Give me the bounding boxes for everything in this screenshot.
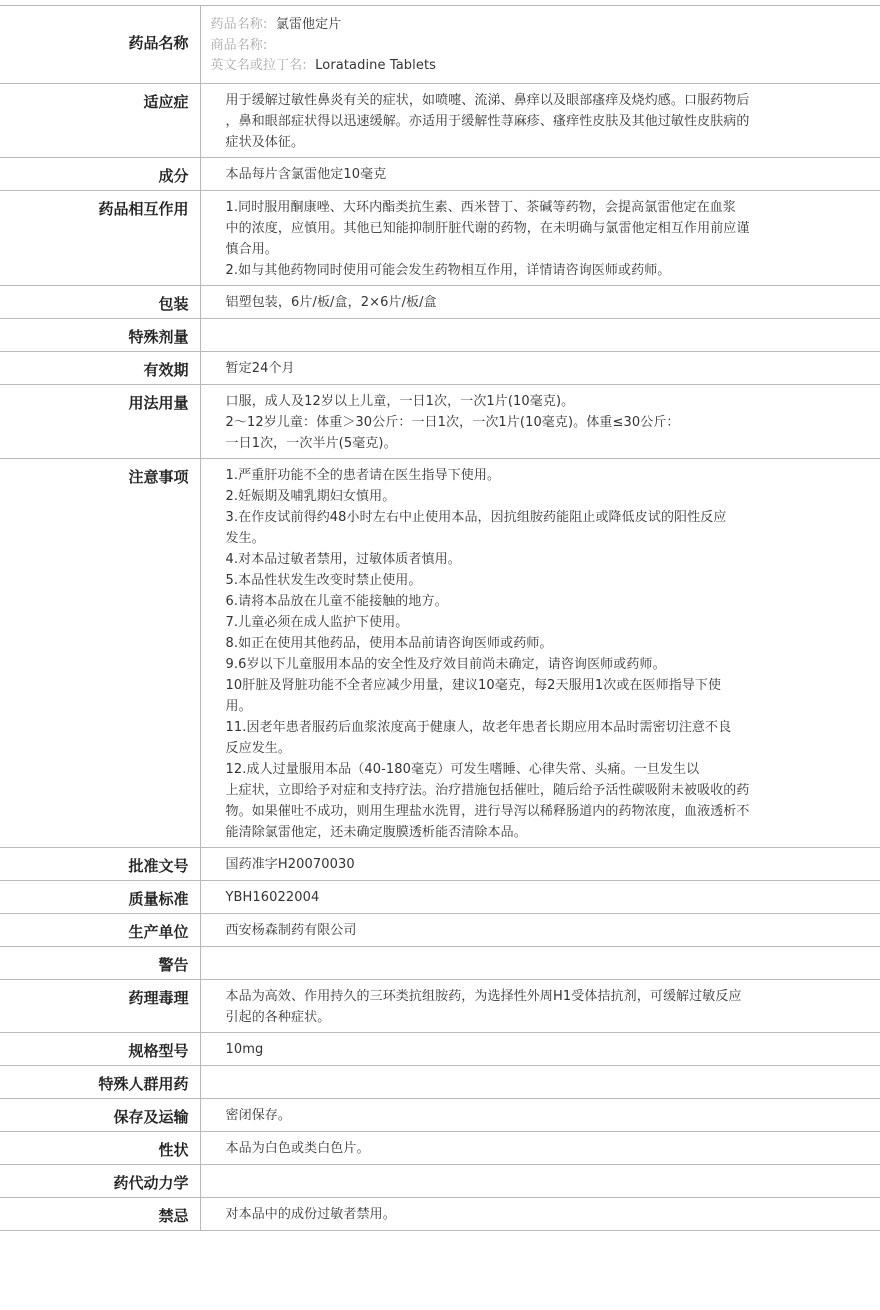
approval-number-value: 国药准字H20070030	[225, 857, 355, 872]
precautions-line: 发生。	[225, 531, 265, 546]
precautions-line: 3.在作皮试前得约48小时左右中止使用本品，因抗组胺药能阻止或降低皮试的阳性反应	[225, 510, 727, 525]
precautions-line: 反应发生。	[225, 741, 292, 756]
drug-spec-table	[0, 5, 880, 1231]
trade-name-label: 商品名称:	[210, 37, 268, 53]
precautions-label: 注意事项	[0, 459, 200, 848]
ingredients-label: 成分	[0, 158, 200, 191]
precautions-line: 4.对本品过敏者禁用，过敏体质者慎用。	[225, 552, 461, 567]
trade-name-line	[211, 36, 861, 57]
precautions-line: 9.6岁以下儿童服用本品的安全性及疗效目前尚未确定，请咨询医师或药师。	[225, 657, 666, 672]
precautions-line: 用。	[225, 699, 252, 714]
row-special-dosage	[0, 319, 880, 352]
generic-name-line	[211, 15, 861, 36]
precautions-line: 上症状，立即给予对症和支持疗法。治疗措施包括催吐，随后给予活性碳吸附未被吸收的药	[225, 783, 750, 798]
row-approval-number	[0, 848, 880, 881]
precautions-line: 10肝脏及肾脏功能不全者应减少用量，建议10毫克，每2天服用1次或在医师指导下使	[225, 678, 722, 693]
ingredients-value: 本品每片含氯雷他定10毫克	[225, 167, 387, 182]
english-name-line	[211, 56, 861, 77]
specification-label: 规格型号	[0, 1033, 200, 1066]
drug-name-label: 药品名称	[0, 6, 200, 84]
interactions-line: 1.同时服用酮康唑、大环内酯类抗生素、西米替丁、茶碱等药物，会提高氯雷他定在血浆	[225, 200, 736, 215]
precautions-line: 能清除氯雷他定，还未确定腹膜透析能否清除本品。	[225, 825, 527, 840]
warning-value	[200, 947, 880, 980]
quality-standard-label: 质量标准	[0, 881, 200, 914]
manufacturer-value: 西安杨森制药有限公司	[225, 923, 357, 938]
interactions-line: 慎合用。	[225, 242, 278, 257]
indications-line: ，鼻和眼部症状得以迅速缓解。亦适用于缓解性荨麻疹、瘙痒性皮肤及其他过敏性皮肤病的	[225, 114, 750, 129]
row-contraindications	[0, 1198, 880, 1231]
row-specification	[0, 1033, 880, 1066]
row-ingredients	[0, 158, 880, 191]
generic-name-value: 氯雷他定片	[275, 17, 342, 32]
contraindications-value: 对本品中的成份过敏者禁用。	[225, 1207, 396, 1222]
row-usage	[0, 385, 880, 459]
row-quality-standard	[0, 881, 880, 914]
contraindications-label: 禁忌	[0, 1198, 200, 1231]
precautions-line: 物。如果催吐不成功，则用生理盐水洗胃，进行导泻以稀释肠道内的药物浓度，血液透析不	[225, 804, 750, 819]
appearance-value: 本品为白色或类白色片。	[225, 1141, 370, 1156]
row-special-populations	[0, 1066, 880, 1099]
special-dosage-value	[200, 319, 880, 352]
row-pharmacology	[0, 980, 880, 1033]
indications-line: 症状及体征。	[225, 135, 305, 150]
pharmacology-line: 本品为高效、作用持久的三环类抗组胺药，为选择性外周H1受体拮抗剂，可缓解过敏反应	[225, 989, 742, 1004]
pharmacokinetics-value	[200, 1165, 880, 1198]
quality-standard-value: YBH16022004	[225, 890, 320, 905]
precautions-line: 2.妊娠期及哺乳期妇女慎用。	[225, 489, 396, 504]
precautions-line: 12.成人过量服用本品（40-180毫克）可发生嗜睡、心律失常、头痛。一旦发生以	[225, 762, 700, 777]
interactions-value	[200, 191, 880, 286]
indications-label: 适应症	[0, 84, 200, 158]
indications-value	[200, 84, 880, 158]
indications-line: 用于缓解过敏性鼻炎有关的症状，如喷嚏、流涕、鼻痒以及眼部瘙痒及烧灼感。口服药物后	[225, 93, 750, 108]
shelf-life-label: 有效期	[0, 352, 200, 385]
special-dosage-label: 特殊剂量	[0, 319, 200, 352]
precautions-line: 8.如正在使用其他药品，使用本品前请咨询医师或药师。	[225, 636, 553, 651]
row-appearance	[0, 1132, 880, 1165]
packaging-value: 铝塑包装，6片/板/盒，2×6片/板/盒	[225, 295, 437, 310]
pharmacology-line: 引起的各种症状。	[225, 1010, 331, 1025]
manufacturer-label: 生产单位	[0, 914, 200, 947]
row-pharmacokinetics	[0, 1165, 880, 1198]
precautions-line: 7.儿童必须在成人监护下使用。	[225, 615, 409, 630]
storage-value: 密闭保存。	[225, 1108, 292, 1123]
usage-label: 用法用量	[0, 385, 200, 459]
generic-name-label: 药品名称:	[210, 17, 268, 32]
usage-line: 口服，成人及12岁以上儿童，一日1次，一次1片(10毫克)。	[225, 394, 575, 409]
row-warning	[0, 947, 880, 980]
precautions-line: 1.严重肝功能不全的患者请在医生指导下使用。	[225, 468, 501, 483]
pharmacology-label: 药理毒理	[0, 980, 200, 1033]
drug-name-cell	[200, 6, 880, 84]
row-manufacturer	[0, 914, 880, 947]
precautions-value	[200, 459, 880, 848]
approval-number-label: 批准文号	[0, 848, 200, 881]
interactions-label: 药品相互作用	[0, 191, 200, 286]
row-storage	[0, 1099, 880, 1132]
usage-line: 一日1次，一次半片(5毫克)。	[225, 436, 397, 451]
row-precautions	[0, 459, 880, 848]
row-shelf-life	[0, 352, 880, 385]
english-name-label: 英文名或拉丁名:	[210, 58, 307, 73]
warning-label: 警告	[0, 947, 200, 980]
pharmacology-value	[200, 980, 880, 1033]
precautions-line: 6.请将本品放在儿童不能接触的地方。	[225, 594, 448, 609]
precautions-line: 11.因老年患者服药后血浆浓度高于健康人，故老年患者长期应用本品时需密切注意不良	[225, 720, 732, 735]
special-populations-label: 特殊人群用药	[0, 1066, 200, 1099]
english-name-value: Loratadine Tablets	[315, 58, 437, 73]
row-indications	[0, 84, 880, 158]
packaging-label: 包装	[0, 286, 200, 319]
interactions-line: 2.如与其他药物同时使用可能会发生药物相互作用，详情请咨询医师或药师。	[225, 263, 671, 278]
pharmacokinetics-label: 药代动力学	[0, 1165, 200, 1198]
row-packaging	[0, 286, 880, 319]
shelf-life-value: 暂定24个月	[225, 361, 295, 376]
storage-label: 保存及运输	[0, 1099, 200, 1132]
usage-value	[200, 385, 880, 459]
appearance-label: 性状	[0, 1132, 200, 1165]
precautions-line: 5.本品性状发生改变时禁止使用。	[225, 573, 422, 588]
special-populations-value	[200, 1066, 880, 1099]
row-drug-name	[0, 6, 880, 84]
interactions-line: 中的浓度，应慎用。其他已知能抑制肝脏代谢的药物，在未明确与氯雷他定相互作用前应谨	[225, 221, 750, 236]
usage-line: 2～12岁儿童：体重＞30公斤：一日1次，一次1片(10毫克)。体重≤30公斤：	[225, 415, 680, 430]
row-interactions	[0, 191, 880, 286]
specification-value: 10mg	[225, 1042, 264, 1057]
